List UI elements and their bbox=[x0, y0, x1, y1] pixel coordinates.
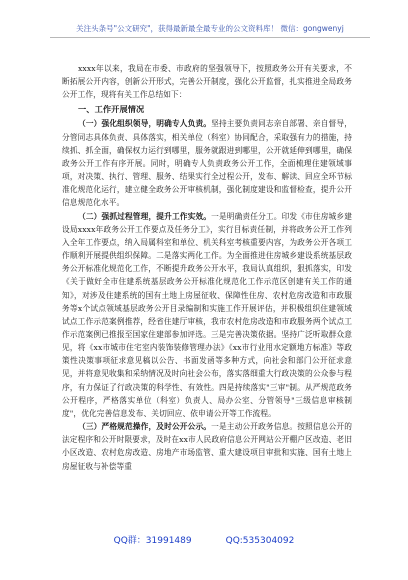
item-3-lead: （三）严格规范操作，及时公开公示。 bbox=[78, 422, 212, 432]
paragraph-item-3 bbox=[62, 420, 352, 473]
item-2-text: 一是明确责任分工。印发《市住房城乡建设局xxxx年政务公开工作要点及任务分工》，实行目标责任制，并将政务公开工作列入全年工作要点，纳入局属科室和单位、机关科室考核重要内容，为政务公开各项工作顺利开展提供组织保障。二是落实两化工作。为全面推进住房城乡建设系统基层政务公开标准化规范化工作，不断提升政务公开水平，我局认真组织，狠抓落实，印发《关于做好全市住建系统基层政务公开标准化规范化工作示范区创建有关工作的通知》，对涉及住建系统的国有土地上房屋征收、保障性住房、农村危房改造和市政服务等x个试点领域基层政务公开目录编制和实施工作开展评估，并积极组织住建领域试点工作示范案例推荐，经省住建厅审核，我市农村危房改造和市政服务两个试点工作示范案例已推报至国家住建部参加评选。三是完善决策依据。坚持广泛听取群众意见，将《xx市城市住宅室内装饰装修管理办法》《xx市行业用水定额地方标准》等政策性决策事项征求意见稿以公告、书面发函等多种方式，向社会和部门公开征求意见，并将意见收集和采纳情况及时向社会公布，落实落细重大行政决策的公众参与程序，有力保证了行政决策的科学性、有效性。四是持续落实"三审"制。从严规范政务公开程序，严格落实单位（科室）负责人、局办公室、分管领导"三级信息审核制度"，优化完善信息发布、关切回应、依申请公开等工作流程。 bbox=[62, 211, 352, 418]
item-3-text: 一是主动公开政务信息。按照信息公开的法定程序和公开时限要求，及时在xx市人民政府信息公开网站公开棚户区改造、老旧小区改造、农村危房改造、房地产市场监管、重大建设项目审批和实施、国有土地上房屋征收与补偿等重 bbox=[62, 422, 352, 471]
item-1-text: 坚持主要负责同志亲自部署、亲自督导，分管同志具体负责、具体落实，相关单位（科室）协同配合，采取强有力的措施，持续抓、抓全面，确保权力运行到哪里，服务就跟进到哪里，公开就延伸到哪里，确保政务公开工作有序开展。同时，明确专人负责政务公开工作，全面梳理住建领域事项，对决策、执行、管理、服务、结果实行全过程公开，发布、解读、回应全环节标准化规范化运行，建立健全政务公开审核机制，强化制度建设和监督检查，提升公开信息规范化水平。 bbox=[62, 119, 352, 208]
intro-paragraph: xxxx年以来，我局在市委、市政府的坚强领导下，按照政务公开有关要求，不断拓展公开内容，创新公开形式，完善公开制度，强化公开监督，扎实推进全局政务公开工作，现将有关工作总结如下： bbox=[62, 64, 352, 100]
paragraph-item-1 bbox=[62, 117, 352, 209]
paragraph-item-2 bbox=[62, 210, 352, 421]
section-heading: 一、工作开展情况 bbox=[78, 104, 145, 115]
page-footer bbox=[0, 535, 408, 547]
item-2-lead: （二）强抓过程管理，提升工作实效。 bbox=[78, 211, 212, 221]
header-divider bbox=[50, 37, 370, 38]
document-body bbox=[62, 62, 352, 473]
footer-qq-group: QQ群：31991489 bbox=[113, 536, 192, 546]
header-promo-text: 关注头条号"公文研究"，获得最新最全最专业的公文资料库！ 微信：gongwenyj bbox=[76, 24, 344, 33]
item-1-lead: （一）强化组织领导，明确专人负责。 bbox=[78, 119, 212, 129]
footer-qq-contact: QQ:535304092 bbox=[225, 536, 295, 546]
page-header bbox=[50, 24, 370, 34]
